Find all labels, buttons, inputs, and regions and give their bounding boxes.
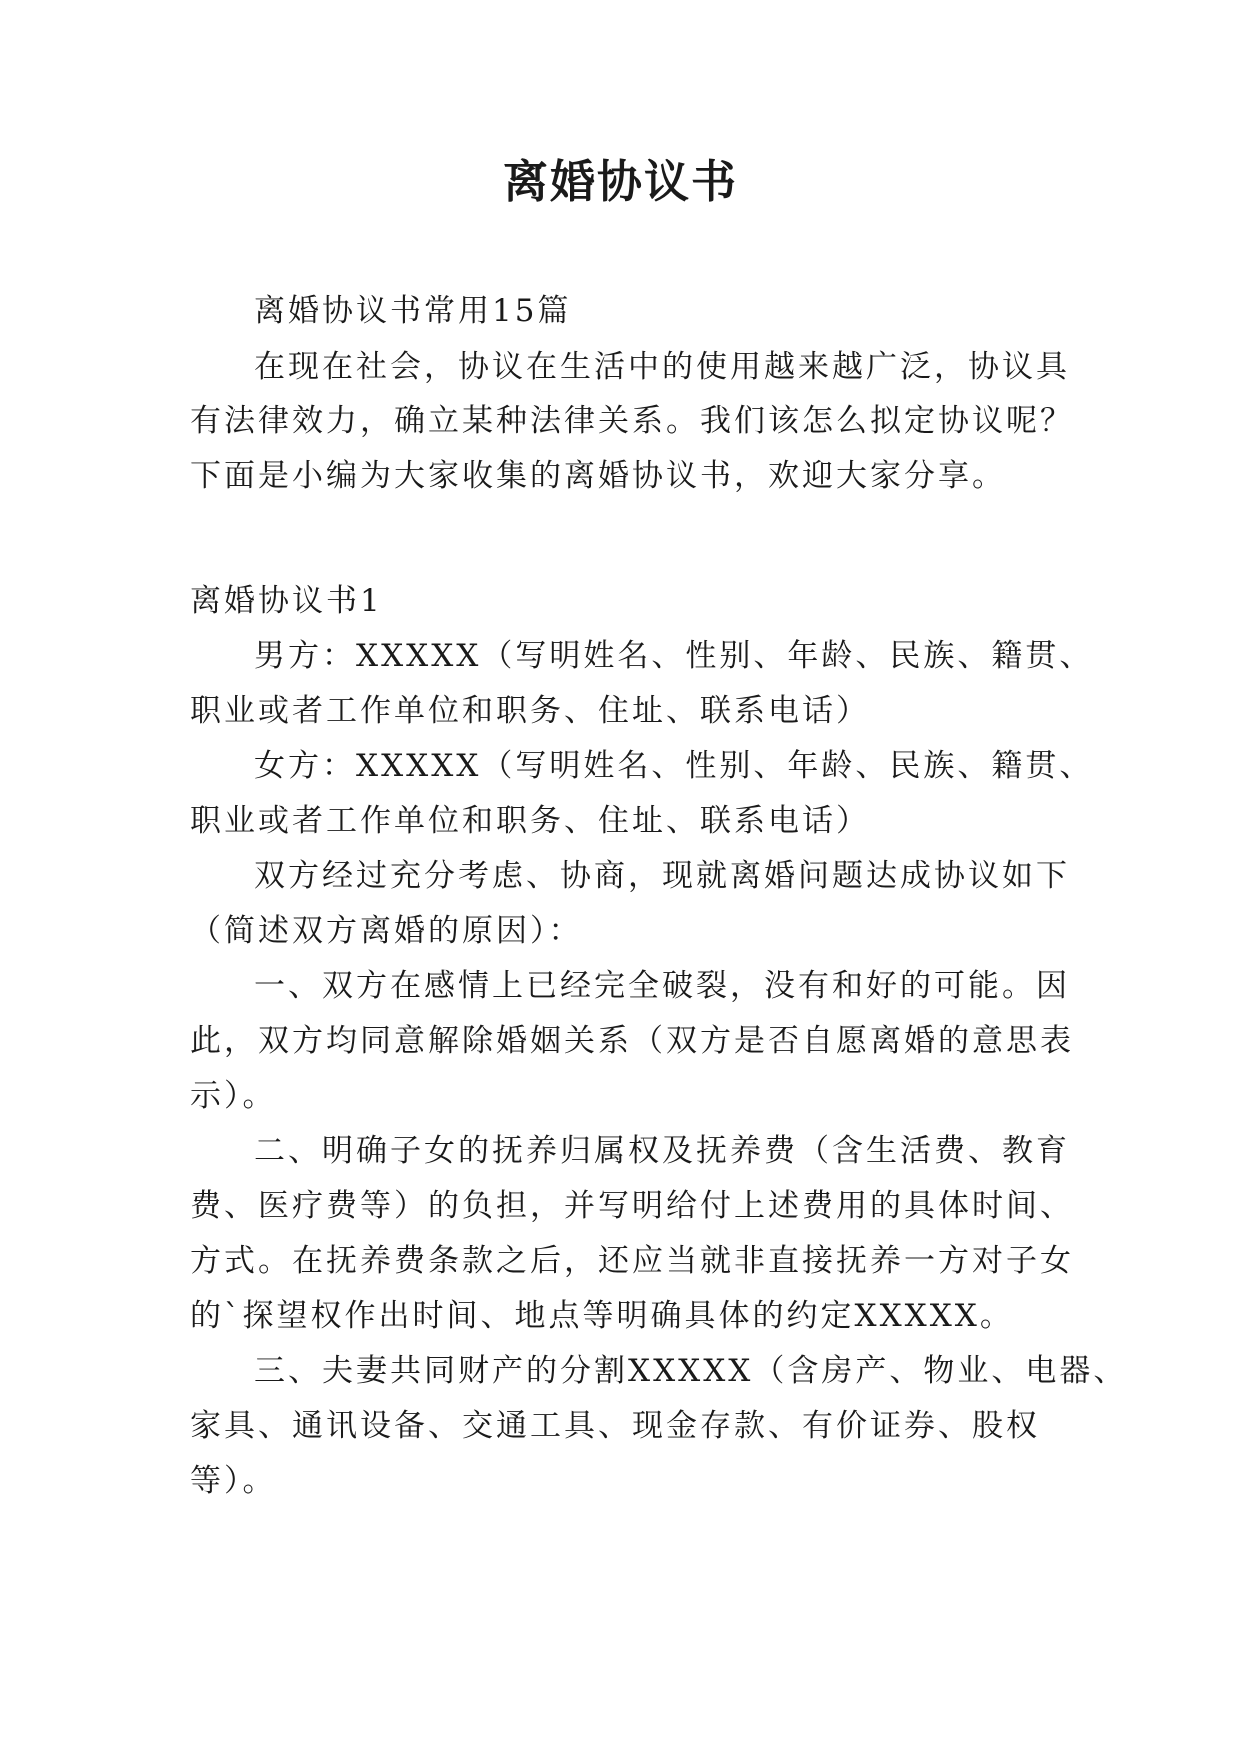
paragraph-line: 女方：XXXXX（写明姓名、性别、年龄、民族、籍贯、 <box>254 748 1094 784</box>
paragraph-line: 职业或者工作单位和职务、住址、联系电话） <box>190 803 870 839</box>
paragraph-line: 方式。在抚养费条款之后，还应当就非直接抚养一方对子女 <box>190 1243 1074 1279</box>
paragraph-line: 费、医疗费等）的负担，并写明给付上述费用的具体时间、 <box>190 1188 1074 1224</box>
paragraph-line: 下面是小编为大家收集的离婚协议书，欢迎大家分享。 <box>190 458 1006 494</box>
section-heading: 离婚协议书1 <box>190 583 383 619</box>
paragraph-line: 家具、通讯设备、交通工具、现金存款、有价证券、股权 <box>190 1408 1040 1444</box>
paragraph-line: 在现在社会，协议在生活中的使用越来越广泛，协议具 <box>254 349 1070 385</box>
paragraph-line: 有法律效力，确立某种法律关系。我们该怎么拟定协议呢？ <box>190 403 1074 439</box>
document-title: 离婚协议书 <box>502 155 738 208</box>
paragraph-line: 示）。 <box>190 1078 277 1114</box>
paragraph-line: 职业或者工作单位和职务、住址、联系电话） <box>190 693 870 729</box>
paragraph-line: 一、双方在感情上已经完全破裂，没有和好的可能。因 <box>254 968 1070 1004</box>
paragraph-line: 此，双方均同意解除婚姻关系（双方是否自愿离婚的意思表 <box>190 1023 1074 1059</box>
paragraph-line: 男方：XXXXX（写明姓名、性别、年龄、民族、籍贯、 <box>254 638 1094 674</box>
paragraph-line: 的`探望权作出时间、地点等明确具体的约定XXXXX。 <box>190 1298 1014 1334</box>
paragraph-line: 双方经过充分考虑、协商，现就离婚问题达成协议如下 <box>254 858 1070 894</box>
subtitle-line: 离婚协议书常用15篇 <box>254 293 572 329</box>
paragraph-line: 三、夫妻共同财产的分割XXXXX（含房产、物业、电器、 <box>254 1353 1128 1389</box>
paragraph-line: 二、明确子女的抚养归属权及抚养费（含生活费、教育 <box>254 1133 1070 1169</box>
paragraph-line: 等）。 <box>190 1463 277 1499</box>
paragraph-line: （简述双方离婚的原因）： <box>190 913 583 949</box>
